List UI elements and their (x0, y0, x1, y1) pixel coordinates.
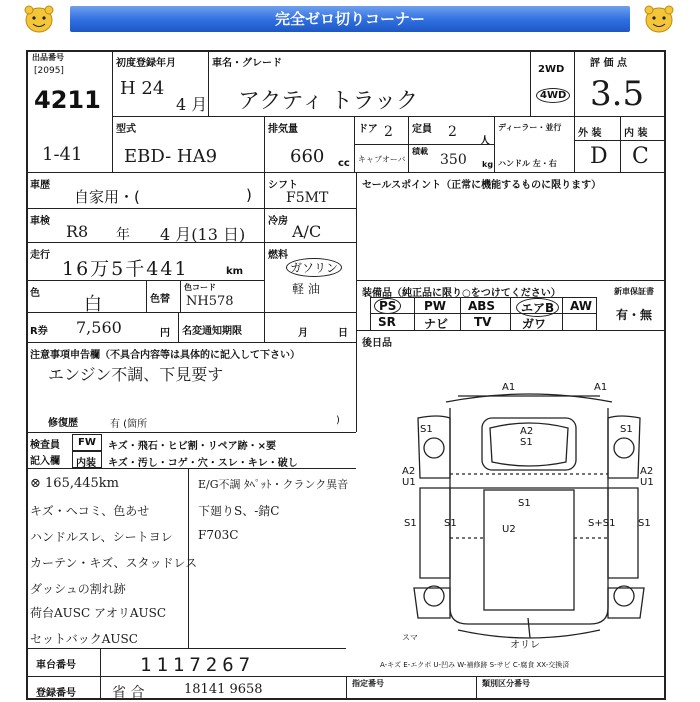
body-label: キャブオーバ (358, 155, 406, 164)
divider (26, 312, 356, 313)
grade-score: 3.5 (590, 74, 645, 114)
chassis-label: 車台番号 (36, 660, 76, 671)
fw-label: FW (78, 437, 96, 448)
divider (112, 116, 666, 117)
equip-pw: PW (424, 299, 447, 313)
remark-right: F703C (198, 528, 239, 542)
deadline-label: 名変通知期限 (182, 326, 242, 337)
rear-seat-label: 後日品 (362, 338, 392, 349)
divider (26, 432, 356, 433)
divider (562, 297, 563, 330)
color-code-label: 色コード (184, 283, 216, 292)
banner-title: 完全ゼロ切りコーナー (70, 6, 630, 32)
mileage-unit: km (226, 266, 244, 277)
kg-unit: kg (482, 160, 494, 169)
damage-mark: S1 (638, 518, 651, 529)
divider (26, 280, 264, 281)
damage-mark: S1 (620, 424, 633, 435)
recycle-unit: 円 (160, 328, 170, 339)
designation-label: 指定番号 (352, 679, 384, 688)
damage-mark: スマ (402, 633, 418, 642)
car-name: アクティ トラック (238, 89, 419, 114)
usage-paren: ) (246, 186, 252, 204)
divider (370, 297, 371, 330)
divider (264, 172, 265, 342)
divider (356, 330, 666, 331)
remark-left: セットバックAUSC (30, 632, 138, 646)
capacity-value: 2 (448, 124, 457, 140)
model-value: EBD- HA9 (124, 146, 218, 167)
interior-label: 内 装 (624, 128, 648, 139)
damage-mark: A1 (502, 382, 516, 393)
entry-label: 記入欄 (30, 456, 60, 467)
mileage-label: 走行 (30, 250, 50, 261)
damage-mark: A2 U1 (640, 466, 654, 488)
inspection-month: 4 月(13 日) (160, 225, 246, 244)
color-code: NH578 (186, 294, 234, 309)
damage-legend: A-キズ E-エクボ U-凹み W-補修跡 S-サビ C-腐食 XX-交換済 (380, 661, 570, 669)
divider (146, 280, 147, 312)
load-label: 積載 (412, 147, 428, 156)
damage-mark: A1 (594, 382, 608, 393)
equip-ps: PS (374, 298, 401, 314)
displacement-label: 排気量 (268, 124, 298, 135)
top-banner (0, 0, 700, 36)
repair-close: ) (336, 415, 340, 426)
sales-point-label: セールスポイント（正常に機能するものに限ります） (362, 180, 602, 191)
equip-airbag: エアB (516, 298, 559, 317)
exterior-label: 外 装 (578, 128, 602, 139)
model-label: 型式 (116, 124, 136, 135)
door-value: 2 (384, 124, 393, 140)
remark-left: ダッシュの割れ跡 (30, 582, 126, 596)
recycle-value: 7,560 (76, 318, 122, 337)
lot-number: 4211 (34, 86, 101, 114)
class-label: 類別区分番号 (482, 679, 530, 688)
warranty-value: 有・無 (616, 308, 653, 322)
damage-mark: A2 U1 (402, 466, 416, 488)
equip-navi: ナビ (424, 317, 449, 331)
fw-items: キズ・飛石・ヒビ割・リペア跡・×要 (108, 441, 276, 452)
divider (264, 116, 265, 172)
load-value: 350 (440, 152, 467, 168)
divider (26, 242, 356, 243)
remark-left: カーテン・キズ、スタッドレス (30, 556, 198, 570)
divider (26, 648, 346, 649)
usage-label: 車歴 (30, 180, 50, 191)
divider (414, 297, 415, 330)
mileage-value: 16万5千441 (62, 258, 189, 280)
equip-aw: AW (570, 299, 592, 313)
car-name-label: 車名・グレード (212, 58, 282, 69)
car-damage-diagram (398, 378, 660, 654)
divider (26, 208, 356, 209)
deadline-day: 日 (338, 328, 348, 339)
first-reg-label: 初度登録年月 (116, 58, 176, 69)
drive-2wd: 2WD (538, 64, 565, 75)
divider (510, 297, 511, 330)
drive-4wd: 4WD (536, 88, 570, 103)
divider (180, 280, 181, 312)
inspection-era: R8 (66, 222, 89, 241)
inspection-year-unit: 年 (116, 227, 130, 243)
divider (460, 297, 461, 330)
registration-value: 省 合 (112, 685, 145, 701)
divider (100, 648, 101, 700)
registration-extra: 18141 9658 (184, 682, 263, 697)
color-value: 白 (84, 294, 102, 315)
damage-mark: S1 (404, 518, 417, 529)
equip-tv: TV (474, 315, 492, 329)
deadline-month: 月 (298, 328, 308, 339)
lot-label: 出品番号 (32, 53, 64, 62)
new-warranty-label: 新車保証書 (614, 287, 654, 296)
divider (26, 172, 666, 173)
damage-mark: U2 (502, 524, 516, 535)
capacity-label: 定員 (412, 124, 432, 135)
equip-sr: SR (378, 315, 396, 329)
notes-label: 注意事項申告欄（不具合内容等は具体的に記入して下さい） (30, 350, 300, 361)
divider (354, 144, 494, 145)
divider (178, 312, 179, 342)
fuel-label: 燃料 (268, 250, 288, 261)
aircon-value: A/C (292, 222, 322, 241)
displacement-value: 660 (290, 146, 325, 167)
damage-mark: S1 (420, 424, 433, 435)
divider (356, 280, 666, 281)
usage-value: 自家用・( (74, 188, 140, 206)
inspector-label: 検査員 (30, 440, 60, 451)
first-reg-month: 4 月 (176, 95, 208, 114)
divider (26, 342, 356, 343)
mascot-right-icon (642, 4, 676, 34)
divider (620, 116, 621, 172)
registration-label: 登録番号 (36, 688, 76, 699)
remark-left: 荷台AUSC アオリAUSC (30, 606, 167, 620)
shift-label: シフト (268, 180, 298, 191)
divider (356, 172, 357, 432)
divider (208, 50, 209, 116)
cc-unit: cc (338, 158, 350, 169)
damage-mark: A2 S1 (520, 426, 534, 448)
inspection-label: 車検 (30, 216, 50, 227)
shift-value: F5MT (286, 190, 329, 206)
fuel-gasoline: ガソリン (286, 258, 342, 277)
divider (346, 676, 347, 700)
divider (408, 116, 409, 144)
aircon-label: 冷房 (268, 216, 288, 227)
remark-right: E/G不調 ﾀﾍﾟｯﾄ・クランク異音 (198, 478, 349, 491)
equipment-label: 装備品（純正品に限り○をつけてください） (362, 288, 561, 299)
lot-sub: [2095] (34, 66, 64, 76)
divider (574, 50, 575, 172)
divider (494, 116, 495, 172)
repair-value: 有 (箇所 (110, 419, 148, 430)
damage-mark: S1 (518, 498, 531, 509)
dealer-label: ディーラー・並行 (498, 123, 562, 132)
remark-left: ⊗ 165,445km (30, 476, 119, 491)
interior-check-label: 内装 (76, 458, 96, 469)
fuel-diesel: 軽 油 (292, 282, 320, 296)
remark-right: 下廻りS、-錆C (198, 504, 280, 518)
notes-text: エンジン不調、下見要す (48, 365, 224, 384)
damage-mark: S+S1 (588, 518, 616, 529)
color-label: 色 (30, 288, 40, 299)
mascot-left-icon (22, 4, 56, 34)
damage-mark: S1 (444, 518, 457, 529)
interior-grade: C (632, 144, 649, 169)
lot-extra: 1-41 (42, 144, 83, 165)
equip-gawa: ガワ (522, 317, 547, 331)
divider (408, 144, 409, 172)
damage-mark: オリレ (510, 640, 540, 651)
repair-label: 修復歴 (48, 418, 78, 429)
door-label: ドア (358, 124, 378, 135)
recycle-label: R券 (30, 326, 48, 337)
grade-label: 評 価 点 (590, 58, 627, 69)
first-reg-year: H 24 (120, 78, 165, 99)
divider (476, 676, 477, 700)
remark-left: キズ・ヘコミ、色あせ (30, 504, 150, 518)
car-outline-icon (398, 378, 660, 654)
divider (112, 50, 113, 172)
interior-items: キズ・汚し・コゲ・穴・スレ・キレ・破し (108, 458, 298, 469)
remark-left: ハンドルスレ、シートヨレ (30, 530, 173, 544)
handle-label: ハンドル 左・右 (498, 159, 557, 168)
divider (530, 50, 531, 116)
exterior-grade: D (590, 144, 608, 169)
equip-abs: ABS (468, 299, 496, 313)
divider (596, 297, 597, 330)
chassis-value: 1117267 (140, 654, 256, 676)
person-unit: 人 (480, 136, 490, 147)
color-tone-label: 色替 (150, 294, 170, 305)
divider (26, 468, 356, 469)
